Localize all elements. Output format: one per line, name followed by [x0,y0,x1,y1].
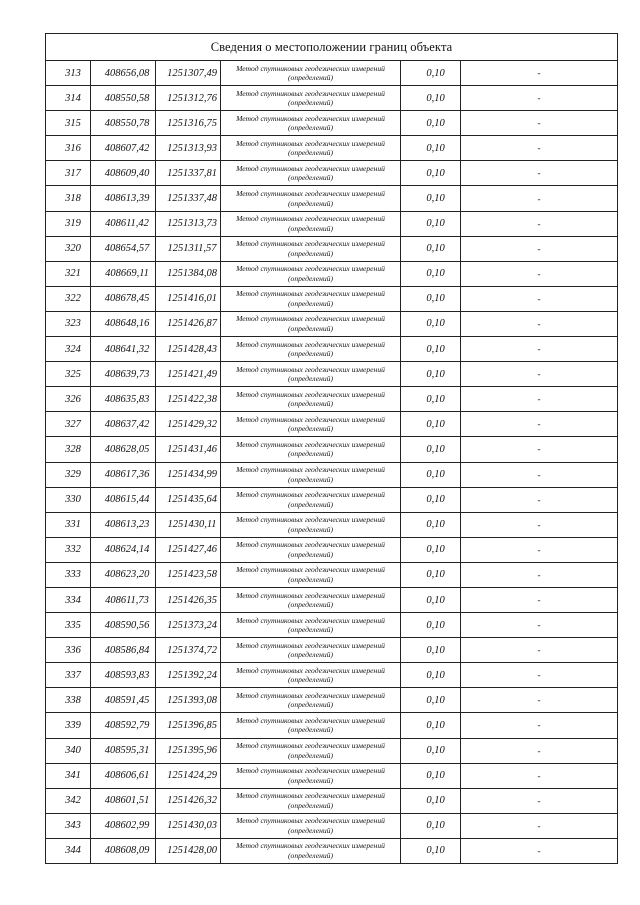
coordinate-y: 1251422,38 [156,387,221,412]
coordinate-x: 408608,09 [91,838,156,863]
note-cell: - [461,86,618,111]
table-row [46,86,618,111]
accuracy-value: 0,10 [401,311,461,336]
method-cell: Метод спутниковых геодезических измерений (определений) [221,462,401,487]
coordinate-y: 1251313,73 [156,211,221,236]
coordinate-x: 408611,42 [91,211,156,236]
coordinate-x: 408550,58 [91,86,156,111]
document-sheet [45,33,617,864]
coordinate-x: 408624,14 [91,537,156,562]
method-cell: Метод спутниковых геодезических измерений (определений) [221,562,401,587]
point-number: 321 [46,261,91,286]
coordinate-x: 408602,99 [91,813,156,838]
accuracy-value: 0,10 [401,537,461,562]
table-row [46,161,618,186]
table-row [46,613,618,638]
note-cell: - [461,236,618,261]
note-cell: - [461,738,618,763]
table-row [46,211,618,236]
point-number: 329 [46,462,91,487]
method-cell: Метод спутниковых геодезических измерений (определений) [221,437,401,462]
accuracy-value: 0,10 [401,713,461,738]
coordinate-y: 1251421,49 [156,362,221,387]
table-row [46,136,618,161]
method-cell: Метод спутниковых геодезических измерений (определений) [221,412,401,437]
coordinate-y: 1251431,46 [156,437,221,462]
note-cell: - [461,688,618,713]
coordinate-x: 408623,20 [91,562,156,587]
accuracy-value: 0,10 [401,613,461,638]
accuracy-value: 0,10 [401,236,461,261]
coordinate-y: 1251424,29 [156,763,221,788]
table-row [46,61,618,86]
coordinate-x: 408609,40 [91,161,156,186]
table-row [46,663,618,688]
coordinate-x: 408586,84 [91,638,156,663]
coordinate-y: 1251384,08 [156,261,221,286]
point-number: 320 [46,236,91,261]
note-cell: - [461,186,618,211]
table-row [46,437,618,462]
coordinate-y: 1251430,03 [156,813,221,838]
coordinate-x: 408613,23 [91,512,156,537]
method-cell: Метод спутниковых геодезических измерений (определений) [221,286,401,311]
coordinate-y: 1251430,11 [156,512,221,537]
coordinate-y: 1251337,48 [156,186,221,211]
coordinate-y: 1251423,58 [156,562,221,587]
note-cell: - [461,211,618,236]
coordinate-x: 408590,56 [91,613,156,638]
method-cell: Метод спутниковых геодезических измерений (определений) [221,838,401,863]
point-number: 327 [46,412,91,437]
note-cell: - [461,813,618,838]
coordinate-x: 408669,11 [91,261,156,286]
method-cell: Метод спутниковых геодезических измерений (определений) [221,111,401,136]
point-number: 337 [46,663,91,688]
method-cell: Метод спутниковых геодезических измерений (определений) [221,487,401,512]
method-cell: Метод спутниковых геодезических измерений (определений) [221,136,401,161]
accuracy-value: 0,10 [401,387,461,412]
table-row [46,362,618,387]
table-row [46,537,618,562]
point-number: 332 [46,537,91,562]
coordinate-y: 1251392,24 [156,663,221,688]
accuracy-value: 0,10 [401,487,461,512]
point-number: 330 [46,487,91,512]
coordinate-x: 408628,05 [91,437,156,462]
table-row [46,813,618,838]
note-cell: - [461,311,618,336]
note-cell: - [461,512,618,537]
point-number: 323 [46,311,91,336]
method-cell: Метод спутниковых геодезических измерений (определений) [221,337,401,362]
table-row [46,311,618,336]
coordinate-y: 1251435,64 [156,487,221,512]
accuracy-value: 0,10 [401,788,461,813]
table-row [46,562,618,587]
coordinate-y: 1251428,43 [156,337,221,362]
coordinate-x: 408648,16 [91,311,156,336]
point-number: 316 [46,136,91,161]
accuracy-value: 0,10 [401,462,461,487]
note-cell: - [461,286,618,311]
point-number: 318 [46,186,91,211]
table-row [46,738,618,763]
table-row [46,261,618,286]
accuracy-value: 0,10 [401,587,461,612]
point-number: 334 [46,587,91,612]
point-number: 322 [46,286,91,311]
point-number: 335 [46,613,91,638]
table-row [46,337,618,362]
accuracy-value: 0,10 [401,86,461,111]
coordinate-x: 408593,83 [91,663,156,688]
table-body [46,34,618,864]
point-number: 324 [46,337,91,362]
coordinate-y: 1251373,24 [156,613,221,638]
note-cell: - [461,462,618,487]
coordinate-y: 1251307,49 [156,61,221,86]
note-cell: - [461,387,618,412]
coordinate-y: 1251396,85 [156,713,221,738]
point-number: 344 [46,838,91,863]
coordinate-x: 408607,42 [91,136,156,161]
table-row [46,412,618,437]
note-cell: - [461,487,618,512]
coordinate-y: 1251395,96 [156,738,221,763]
note-cell: - [461,161,618,186]
accuracy-value: 0,10 [401,688,461,713]
accuracy-value: 0,10 [401,437,461,462]
coordinate-x: 408641,32 [91,337,156,362]
point-number: 340 [46,738,91,763]
coordinate-y: 1251311,57 [156,236,221,261]
coordinate-x: 408613,39 [91,186,156,211]
coordinate-x: 408611,73 [91,587,156,612]
note-cell: - [461,537,618,562]
table-title: Сведения о местоположении границ объекта [46,34,618,61]
table-row [46,838,618,863]
method-cell: Метод спутниковых геодезических измерений (определений) [221,738,401,763]
note-cell: - [461,412,618,437]
coordinate-y: 1251434,99 [156,462,221,487]
method-cell: Метод спутниковых геодезических измерений (определений) [221,261,401,286]
method-cell: Метод спутниковых геодезических измерений (определений) [221,161,401,186]
coordinate-x: 408656,08 [91,61,156,86]
note-cell: - [461,61,618,86]
coordinate-x: 408654,57 [91,236,156,261]
accuracy-value: 0,10 [401,337,461,362]
accuracy-value: 0,10 [401,638,461,663]
coordinate-x: 408601,51 [91,788,156,813]
method-cell: Метод спутниковых геодезических измерений (определений) [221,613,401,638]
note-cell: - [461,111,618,136]
coordinate-y: 1251374,72 [156,638,221,663]
table-row [46,286,618,311]
note-cell: - [461,562,618,587]
table-row [46,387,618,412]
method-cell: Метод спутниковых геодезических измерений (определений) [221,638,401,663]
point-number: 326 [46,387,91,412]
note-cell: - [461,788,618,813]
coordinate-y: 1251313,93 [156,136,221,161]
point-number: 325 [46,362,91,387]
coordinate-y: 1251416,01 [156,286,221,311]
accuracy-value: 0,10 [401,362,461,387]
note-cell: - [461,136,618,161]
table-row [46,111,618,136]
point-number: 336 [46,638,91,663]
coordinate-y: 1251312,76 [156,86,221,111]
coordinate-y: 1251426,32 [156,788,221,813]
method-cell: Метод спутниковых геодезических измерений (определений) [221,587,401,612]
coordinate-x: 408637,42 [91,412,156,437]
coordinate-x: 408617,36 [91,462,156,487]
coordinate-y: 1251426,35 [156,587,221,612]
boundary-coordinates-table [45,33,618,864]
table-row [46,487,618,512]
point-number: 314 [46,86,91,111]
table-row [46,788,618,813]
table-row [46,638,618,663]
method-cell: Метод спутниковых геодезических измерений (определений) [221,763,401,788]
note-cell: - [461,362,618,387]
point-number: 319 [46,211,91,236]
method-cell: Метод спутниковых геодезических измерений (определений) [221,537,401,562]
note-cell: - [461,437,618,462]
point-number: 342 [46,788,91,813]
method-cell: Метод спутниковых геодезических измерений (определений) [221,512,401,537]
coordinate-y: 1251316,75 [156,111,221,136]
accuracy-value: 0,10 [401,663,461,688]
method-cell: Метод спутниковых геодезических измерений (определений) [221,211,401,236]
coordinate-y: 1251428,00 [156,838,221,863]
note-cell: - [461,638,618,663]
method-cell: Метод спутниковых геодезических измерений (определений) [221,713,401,738]
point-number: 313 [46,61,91,86]
method-cell: Метод спутниковых геодезических измерений (определений) [221,387,401,412]
point-number: 333 [46,562,91,587]
accuracy-value: 0,10 [401,111,461,136]
note-cell: - [461,838,618,863]
coordinate-x: 408639,73 [91,362,156,387]
point-number: 315 [46,111,91,136]
coordinate-y: 1251427,46 [156,537,221,562]
accuracy-value: 0,10 [401,562,461,587]
table-title-row [46,34,618,61]
coordinate-y: 1251429,32 [156,412,221,437]
accuracy-value: 0,10 [401,286,461,311]
table-row [46,236,618,261]
table-row [46,587,618,612]
point-number: 331 [46,512,91,537]
note-cell: - [461,587,618,612]
table-row [46,186,618,211]
method-cell: Метод спутниковых геодезических измерений (определений) [221,86,401,111]
coordinate-y: 1251393,08 [156,688,221,713]
method-cell: Метод спутниковых геодезических измерений (определений) [221,788,401,813]
method-cell: Метод спутниковых геодезических измерений (определений) [221,61,401,86]
method-cell: Метод спутниковых геодезических измерений (определений) [221,663,401,688]
method-cell: Метод спутниковых геодезических измерений (определений) [221,311,401,336]
accuracy-value: 0,10 [401,738,461,763]
table-row [46,462,618,487]
table-row [46,713,618,738]
note-cell: - [461,337,618,362]
accuracy-value: 0,10 [401,161,461,186]
accuracy-value: 0,10 [401,412,461,437]
coordinate-x: 408635,83 [91,387,156,412]
method-cell: Метод спутниковых геодезических измерений (определений) [221,362,401,387]
coordinate-y: 1251337,81 [156,161,221,186]
coordinate-y: 1251426,87 [156,311,221,336]
point-number: 338 [46,688,91,713]
note-cell: - [461,763,618,788]
table-row [46,763,618,788]
accuracy-value: 0,10 [401,136,461,161]
accuracy-value: 0,10 [401,211,461,236]
note-cell: - [461,713,618,738]
coordinate-x: 408606,61 [91,763,156,788]
accuracy-value: 0,10 [401,186,461,211]
coordinate-x: 408615,44 [91,487,156,512]
accuracy-value: 0,10 [401,763,461,788]
accuracy-value: 0,10 [401,512,461,537]
table-row [46,512,618,537]
note-cell: - [461,261,618,286]
coordinate-x: 408591,45 [91,688,156,713]
coordinate-x: 408592,79 [91,713,156,738]
accuracy-value: 0,10 [401,838,461,863]
accuracy-value: 0,10 [401,813,461,838]
table-row [46,688,618,713]
point-number: 343 [46,813,91,838]
method-cell: Метод спутниковых геодезических измерений (определений) [221,236,401,261]
coordinate-x: 408550,78 [91,111,156,136]
note-cell: - [461,663,618,688]
accuracy-value: 0,10 [401,261,461,286]
point-number: 339 [46,713,91,738]
method-cell: Метод спутниковых геодезических измерений (определений) [221,186,401,211]
method-cell: Метод спутниковых геодезических измерений (определений) [221,688,401,713]
coordinate-x: 408595,31 [91,738,156,763]
method-cell: Метод спутниковых геодезических измерений (определений) [221,813,401,838]
point-number: 328 [46,437,91,462]
note-cell: - [461,613,618,638]
point-number: 317 [46,161,91,186]
coordinate-x: 408678,45 [91,286,156,311]
point-number: 341 [46,763,91,788]
accuracy-value: 0,10 [401,61,461,86]
